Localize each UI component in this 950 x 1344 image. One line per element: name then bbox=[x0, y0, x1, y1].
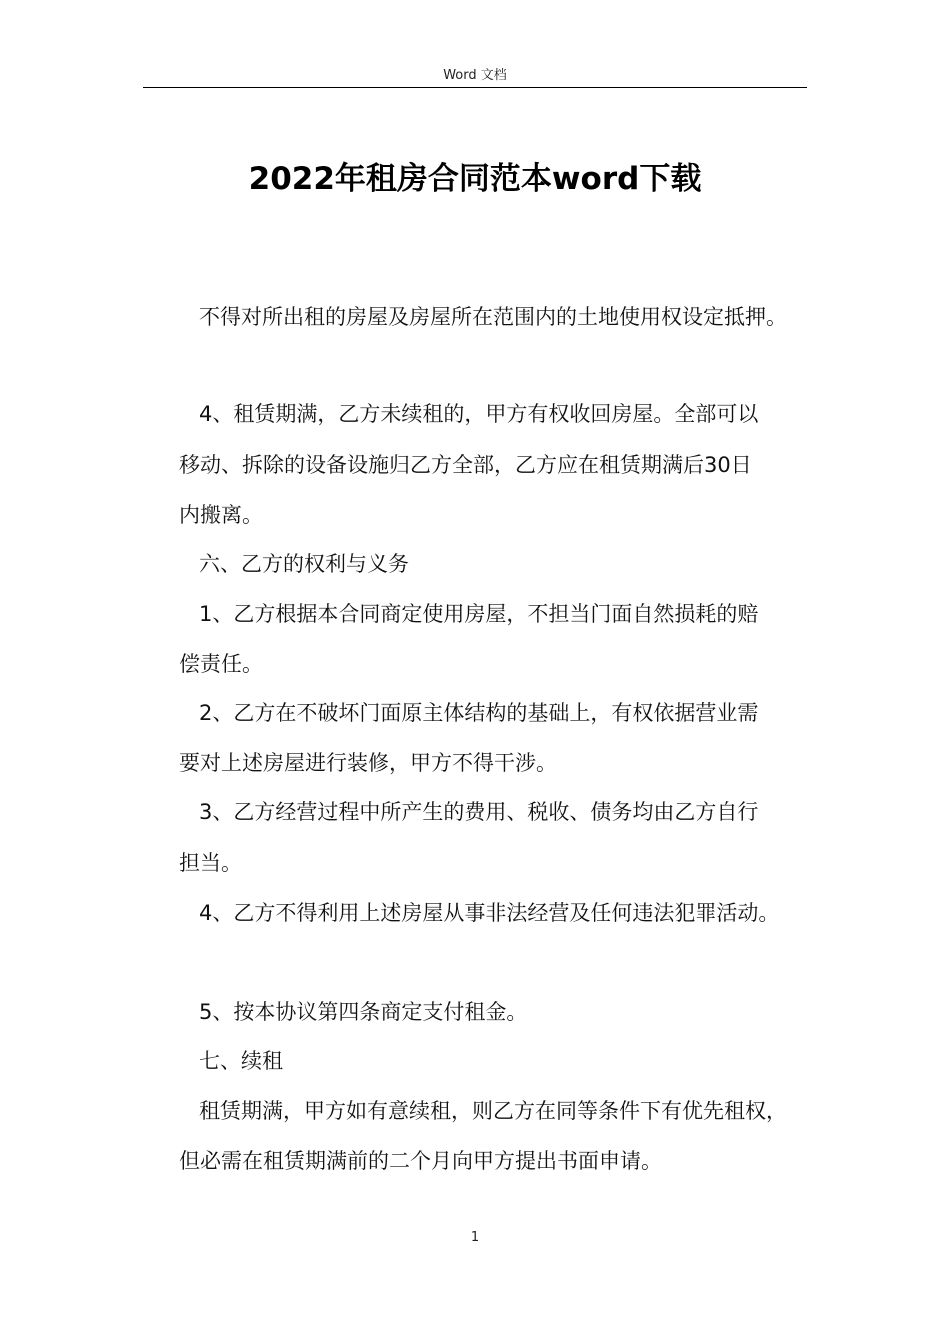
section-heading: 六、乙方的权利与义务 bbox=[199, 552, 409, 576]
paragraph-line: 移动、拆除的设备设施归乙方全部，乙方应在租赁期满后30日 bbox=[179, 453, 752, 477]
paragraph-line: 但必需在租赁期满前的二个月向甲方提出书面申请。 bbox=[179, 1149, 662, 1173]
paragraph-line: 内搬离。 bbox=[179, 503, 263, 527]
paragraph-line: 担当。 bbox=[179, 851, 242, 875]
header-divider bbox=[143, 87, 807, 88]
paragraph-line: 偿责任。 bbox=[179, 652, 263, 676]
paragraph-line: 5、按本协议第四条商定支付租金。 bbox=[199, 1000, 528, 1024]
page-number: 1 bbox=[470, 1230, 480, 1245]
paragraph-line: 要对上述房屋进行装修，甲方不得干涉。 bbox=[179, 751, 557, 775]
paragraph-line: 4、乙方不得利用上述房屋从事非法经营及任何违法犯罪活动。 bbox=[199, 901, 780, 925]
section-heading: 七、续租 bbox=[199, 1049, 283, 1073]
paragraph-line: 租赁期满，甲方如有意续租，则乙方在同等条件下有优先租权， bbox=[199, 1099, 787, 1123]
paragraph-line: 2、乙方在不破坏门面原主体结构的基础上，有权依据营业需 bbox=[199, 701, 759, 725]
document-title: 2022年租房合同范本word下载 bbox=[248, 161, 702, 197]
paragraph-line: 1、乙方根据本合同商定使用房屋，不担当门面自然损耗的赔 bbox=[199, 602, 759, 626]
header-label: Word 文档 bbox=[443, 68, 507, 83]
paragraph-line: 3、乙方经营过程中所产生的费用、税收、债务均由乙方自行 bbox=[199, 800, 759, 824]
paragraph-line: 4、租赁期满，乙方未续租的，甲方有权收回房屋。全部可以 bbox=[199, 402, 759, 426]
paragraph-line: 不得对所出租的房屋及房屋所在范围内的土地使用权设定抵押。 bbox=[199, 305, 787, 329]
